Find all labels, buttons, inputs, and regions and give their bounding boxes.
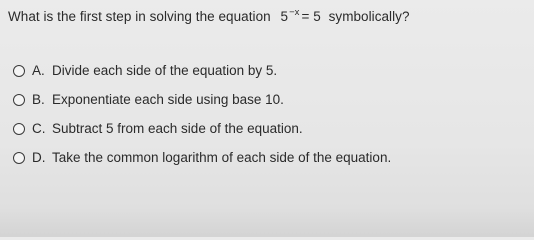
radio-button-c[interactable] <box>13 123 25 135</box>
radio-button-d[interactable] <box>13 152 25 164</box>
option-a-text: Divide each side of the equation by 5. <box>52 63 278 78</box>
equation-base: 5 <box>280 9 289 24</box>
option-c[interactable] <box>13 114 391 143</box>
question-suffix: symbolically? <box>328 9 410 24</box>
radio-button-a[interactable] <box>13 65 25 77</box>
option-d[interactable] <box>13 143 391 172</box>
equation <box>281 7 321 24</box>
option-b[interactable] <box>13 85 391 114</box>
option-c-letter: C. <box>32 121 46 136</box>
option-d-text: Take the common logarithm of each side of the equation. <box>52 150 392 165</box>
option-b-text: Exponentiate each side using base 10. <box>52 92 284 107</box>
option-a[interactable] <box>13 56 391 85</box>
option-b-letter: B. <box>32 92 45 107</box>
question-text <box>8 7 410 24</box>
radio-button-b[interactable] <box>13 94 25 106</box>
question-prefix: What is the first step in solving the equation <box>8 9 271 24</box>
footer-shade <box>0 207 534 237</box>
option-c-text: Subtract 5 from each side of the equation. <box>52 121 303 136</box>
answer-options <box>13 56 391 172</box>
equation-rest: = 5 <box>301 9 321 24</box>
option-d-letter: D. <box>32 150 46 165</box>
option-a-letter: A. <box>32 63 45 78</box>
equation-exponent: −x <box>289 7 300 18</box>
